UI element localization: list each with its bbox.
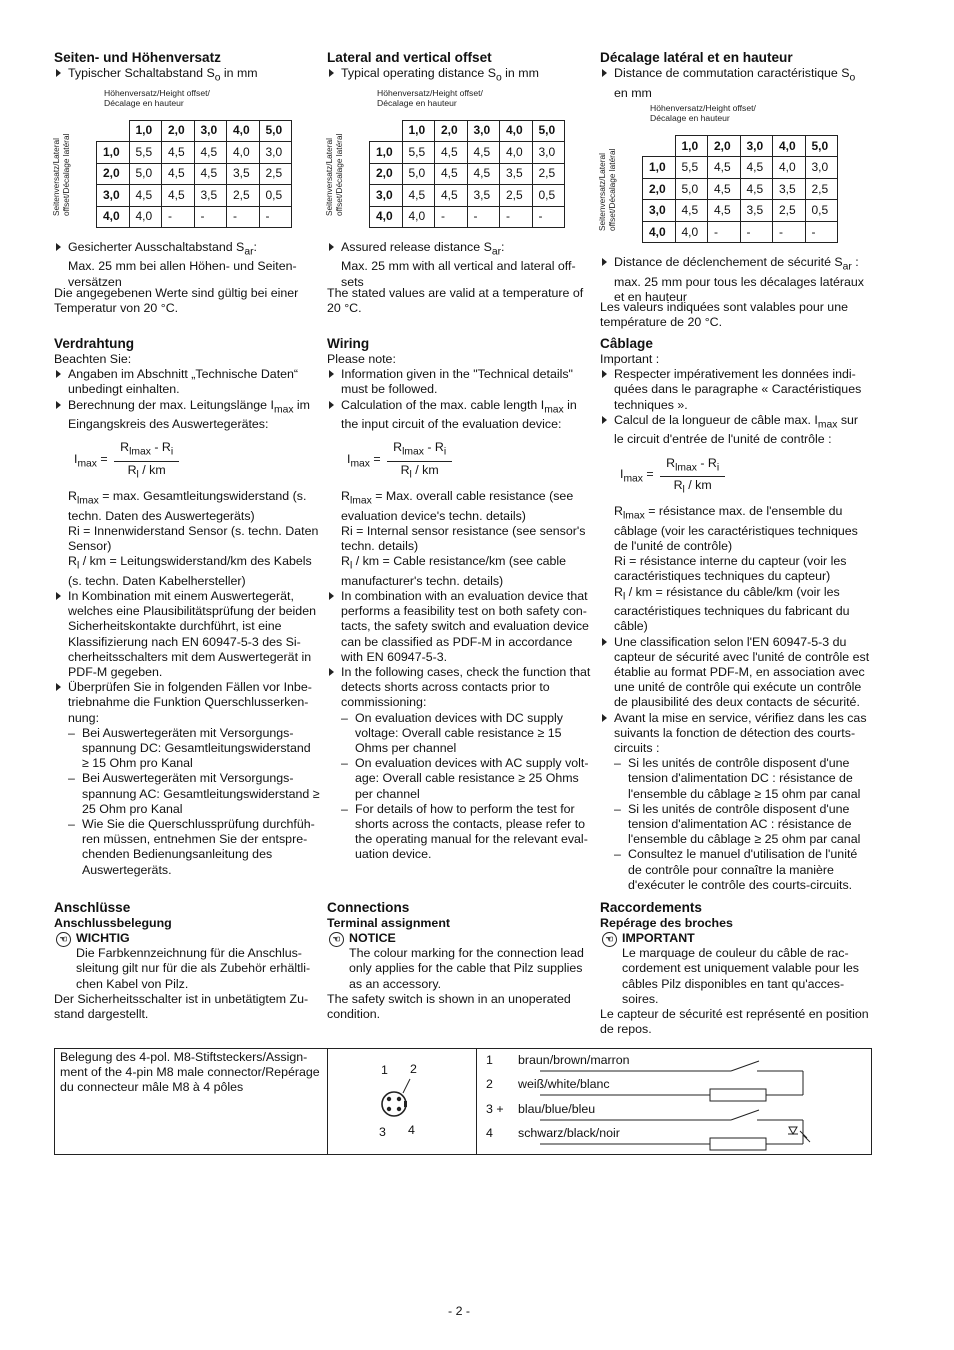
- heading-connections: Connections: [327, 900, 410, 915]
- connector-diagram: [328, 1049, 477, 1154]
- heading-connections: Anschlüsse: [54, 900, 131, 915]
- offset-table: 1,0 2,0 3,0 4,0 5,0 1,0 5,5 4,5 4,5 4,0 3,0 2,0 5,0 4,5 4,5 3,5 2,5 3,0 4,5 4,5 3,5 2,5 0,5 4,0 4,0 - - - -: [369, 120, 565, 229]
- bullet-typ-distance: Typischer Schaltabstand $S_o$ in mm: [54, 66, 320, 86]
- offset-section-fr: Décalage latéral et en hauteur Distance de commutation caractéristique $S_o$ en mm Höhenversatz/Height offset/ Décalage en hauteur Seitenversatz/Lateral offset/Décalage latéral 1,0 2,0 3,0 4,0 5,0 1,0 5,5 4,5 4,5 4,0 3,0 2,0 5,0 4,5 4,5 3,5 2,5 3,0 4,5 4,5 3,5 2,5 0,5 4,0 4,0 - - - - Distance de déclenchement de sécurité $S_{ar}$ : max. 25 mm pour tous les décalages latéraux et en hauteur: [600, 50, 870, 305]
- heading-wiring: Wiring: [327, 336, 370, 351]
- page-number: - 2 -: [448, 1304, 471, 1318]
- offset-table: 1,0 2,0 3,0 4,0 5,0 1,0 5,5 4,5 4,5 4,0 3,0 2,0 5,0 4,5 4,5 3,5 2,5 3,0 4,5 4,5 3,5 2,5 0,5 4,0 4,0 - - - -: [642, 135, 838, 244]
- hand-note-icon: ☜: [329, 932, 344, 947]
- formula-imax: $I_{max}$ = $\frac{R_{lmax} - R_i}{R_l / km}$: [74, 440, 320, 482]
- pin-label: 2: [410, 1062, 417, 1076]
- offset-table: 1,0 2,0 3,0 4,0 5,0 1,0 5,5 4,5 4,5 4,0 3,0 2,0 5,0 4,5 4,5 3,5 2,5 3,0 4,5 4,5 3,5 2,5 0,5 4,0 4,0 - - - -: [96, 120, 292, 229]
- wiring-section-fr: Câblage Important : Respecter impérativement les données indiquées dans le paragraphe « Caractéristiques techniques ». Calcul de la longueur de câble max. $I_{max}$ sur le circuit d'entrée de l'unité de contrôle : $I_{max}$ = $\frac{R_{lmax} - R_i}{R_l / km}$ $R_{lmax}$ = résistance max. de l'ensemble du câblage (voir les caractéristiques techniques de l'unité de contrôle) Ri = résistance interne du capteur (voir les caractéristiques techniques du capteur) $R_l$ / km = résistance du câble/km (voir les caractéristiques techniques du fabricant du câble) Une classification selon l'EN 60947-5-3 du capteur de sécurité avec l'unité de contrôle est établie au format PDF-M, en association avec une unité de contrôle qui exécute un contrôle de plausibilité des deux contacts de sécurité. Avant la mise en service, vérifiez dans les cas suivants la fonction de détection des courts-circuits : – Si les unités de contrôle disposent d'une tension d'alimentation DC : résistance de l'ensemble du câblage ≥ 15 ohm par canal – Si les unités de contrôle disposent d'une tension d'alimentation AC : résistance de l'ensemble du câblage ≥ 25 ohm par canal – Consultez le manuel d'utilisation de l'unité de contrôle pour connaître la manière d'exécuter le contrôle des courts-circuits.: [600, 336, 870, 893]
- table-side-label: Seitenversatz/Lateral offset/Décalage latéral: [51, 133, 71, 216]
- wire-row: 4 schwarz/black/noir: [486, 1126, 620, 1140]
- offset-section-de: [51, 50, 320, 290]
- heading-offset: Décalage latéral et en hauteur: [600, 50, 793, 65]
- heading-connections: Raccordements: [600, 900, 702, 915]
- connections-section-en: Connections Terminal assignment ☜ NOTICE The colour marking for the connection lead only applies for the cable that Pilz supplies as an accessory. The safety switch is shown in an unoperated condition.: [327, 900, 593, 1022]
- validity-note: Les valeurs indiquées sont valables pour une température de 20 °C.: [600, 300, 848, 330]
- validity-note: Die angegebenen Werte sind gültig bei einer Temperatur von 20 °C.: [54, 286, 299, 316]
- pin-description: Belegung des 4-pol. M8-Stiftsteckers/Assignment of the 4-pin M8 male connector/Repérage du connecteur mâle M8 à 4 pôles: [55, 1049, 328, 1154]
- pin-assignment-box: [54, 1048, 872, 1155]
- connections-section-fr: Raccordements Repérage des broches ☜ IMPORTANT Le marquage de couleur du câble de raccordement est uniquement valable pour les câbles Pilz disponibles en tant qu'accessoires. Le capteur de sécurité est représenté en position de repos.: [600, 900, 869, 1037]
- bullet-release-distance: Gesicherter Ausschaltabstand $S_{ar}$:: [54, 240, 320, 260]
- wiring-section-en: Wiring Please note: Information given in the "Technical details" must be followed. Calculation of the max. cable length $I_{max}$ in the input circuit of the evaluation device: $I_{max}$ = $\frac{R_{lmax} - R_i}{R_l / km}$ $R_{lmax}$ = Max. overall cable resistance (see evaluation device's techn. details) Ri = Internal sensor resistance (see sensor's techn. details) $R_l$ / km = Cable resistance/km (see cable manufacturer's techn. details) In combination with an evaluation device that performs a feasibility test on both safety contacts, the safety switch and evaluation device can be classified as PDF-M in accordance with EN 60947-5-3. In the following cases, check the function that detects shorts across contacts prior to commissioning: – On evaluation devices with DC supply voltage: Overall cable resistance ≥ 15 Ohms per channel – On evaluation devices with AC supply voltage: Overall cable resistance ≥ 25 Ohms per channel – For details of how to perform the test for shorts across the contacts, please refer to the operating manual for the relevant evaluation device.: [327, 336, 593, 863]
- wire-row: 1 braun/brown/marron: [486, 1053, 630, 1067]
- hand-note-icon: ☜: [602, 932, 617, 947]
- heading-wiring: Câblage: [600, 336, 653, 351]
- table-caption: Höhenversatz/Height offset/ Décalage en hauteur: [104, 87, 210, 108]
- wire-row: 3 + blau/blue/bleu: [486, 1102, 596, 1116]
- wire-row: 2 weiß/white/blanc: [486, 1077, 610, 1091]
- formula-imax: $I_{max}$ = $\frac{R_{lmax} - R_i}{R_l / km}$: [347, 440, 593, 482]
- offset-table-block: Höhenversatz/Height offset/ Décalage en hauteur Seitenversatz/Lateral offset/Décalage latéral 1,0 2,0 3,0 4,0 5,0 1,0 5,5 4,5 4,5 4,0 3,0 2,0 5,0 4,5 4,5 3,5 2,5 3,0 4,5 4,5 3,5 2,5 0,5 4,0 4,0 - - - -: [622, 103, 870, 253]
- m8-connector-icon: [328, 1049, 476, 1154]
- pin-label: 4: [408, 1123, 415, 1137]
- hand-note-icon: ☜: [56, 932, 71, 947]
- offset-section-en: Lateral and vertical offset Typical operating distance $S_o$ in mm Höhenversatz/Height offset/ Décalage en hauteur Seitenversatz/Lateral offset/Décalage latéral 1,0 2,0 3,0 4,0 5,0 1,0 5,5 4,5 4,5 4,0 3,0 2,0 5,0 4,5 4,5 3,5 2,5 3,0 4,5 4,5 3,5 2,5 0,5 4,0 4,0 - - - - Assured release distance $S_{ar}$: Max. 25 mm with all vertical and lateral offsets: [327, 50, 593, 290]
- wiring-section-de: Verdrahtung Beachten Sie: Angaben im Abschnitt „Technische Daten“ unbedingt einhalten. Berechnung der max. Leitungslänge $I_{max}$ im Eingangskreis des Auswertegerätes: $I_{max}$ = $\frac{R_{lmax} - R_i}{R_l / km}$ $R_{lmax} = \max$. Gesamtleitungswiderstand (s. techn. Daten des Auswertegeräts) Ri = Innenwiderstand Sensor (s. techn. Daten Sensor) $R_l$ / km = Leitungswiderstand/km des Kabels (s. techn. Daten Kabelhersteller) In Kombination mit einem Auswertegerät, welches eine Plausibilitätsprüfung der beiden Sicherheitskontakte durchführt, ist eine Klassifizierung nach EN 60947-5-3 des Sicherheitsschalters mit dem Auswertegerät in PDF-M gegeben. Überprüfen Sie in folgenden Fällen vor Inbetriebnahme die Funktion Querschlusserkennung: – Bei Auswertegeräten mit Versorgungsspannung DC: Gesamtleitungswiderstand ≥ 15 Ohm pro Kanal – Bei Auswertegeräten mit Versorgungsspannung AC: Gesamtleitungswiderstand ≥ 25 Ohm pro Kanal – Wie Sie die Querschlussprüfung durchführen müssen, entnehmen Sie der entsprechenden Bedienungsanleitung des Auswertegeräts.: [54, 336, 320, 878]
- offset-table-block: Höhenversatz/Height offset/ Décalage en hauteur Seitenversatz/Lateral offset/Décalage latéral 1,0 2,0 3,0 4,0 5,0 1,0 5,5 4,5 4,5 4,0 3,0 2,0 5,0 4,5 4,5 3,5 2,5 3,0 4,5 4,5 3,5 2,5 0,5 4,0 4,0 - - - -: [349, 88, 593, 238]
- heading-offset: Lateral and vertical offset: [327, 50, 492, 65]
- pin-label: 1: [381, 1063, 388, 1077]
- heading-wiring: Verdrahtung: [54, 336, 135, 351]
- heading-offset: Seiten- und Höhenversatz: [54, 50, 221, 65]
- wiring-diagram: [476, 1049, 872, 1154]
- validity-note: The stated values are valid at a temperature of 20 °C.: [327, 286, 584, 316]
- pin-label: 3: [379, 1125, 386, 1139]
- formula-imax: $I_{max}$ = $\frac{R_{lmax} - R_i}{R_l / km}$: [620, 456, 870, 498]
- offset-table-block: [51, 87, 320, 238]
- release-text: Max. 25 mm bei allen Höhen- und Seitenversätzen: [68, 259, 297, 289]
- connections-section-de: Anschlüsse Anschlussbelegung ☜ WICHTIG Die Farbkennzeichnung für die Anschlussleitung gilt nur für die als Zubehör erhältlichen Kabel von Pilz. Der Sicherheitsschalter ist in unbetätigtem Zustand dargestellt.: [54, 900, 320, 1022]
